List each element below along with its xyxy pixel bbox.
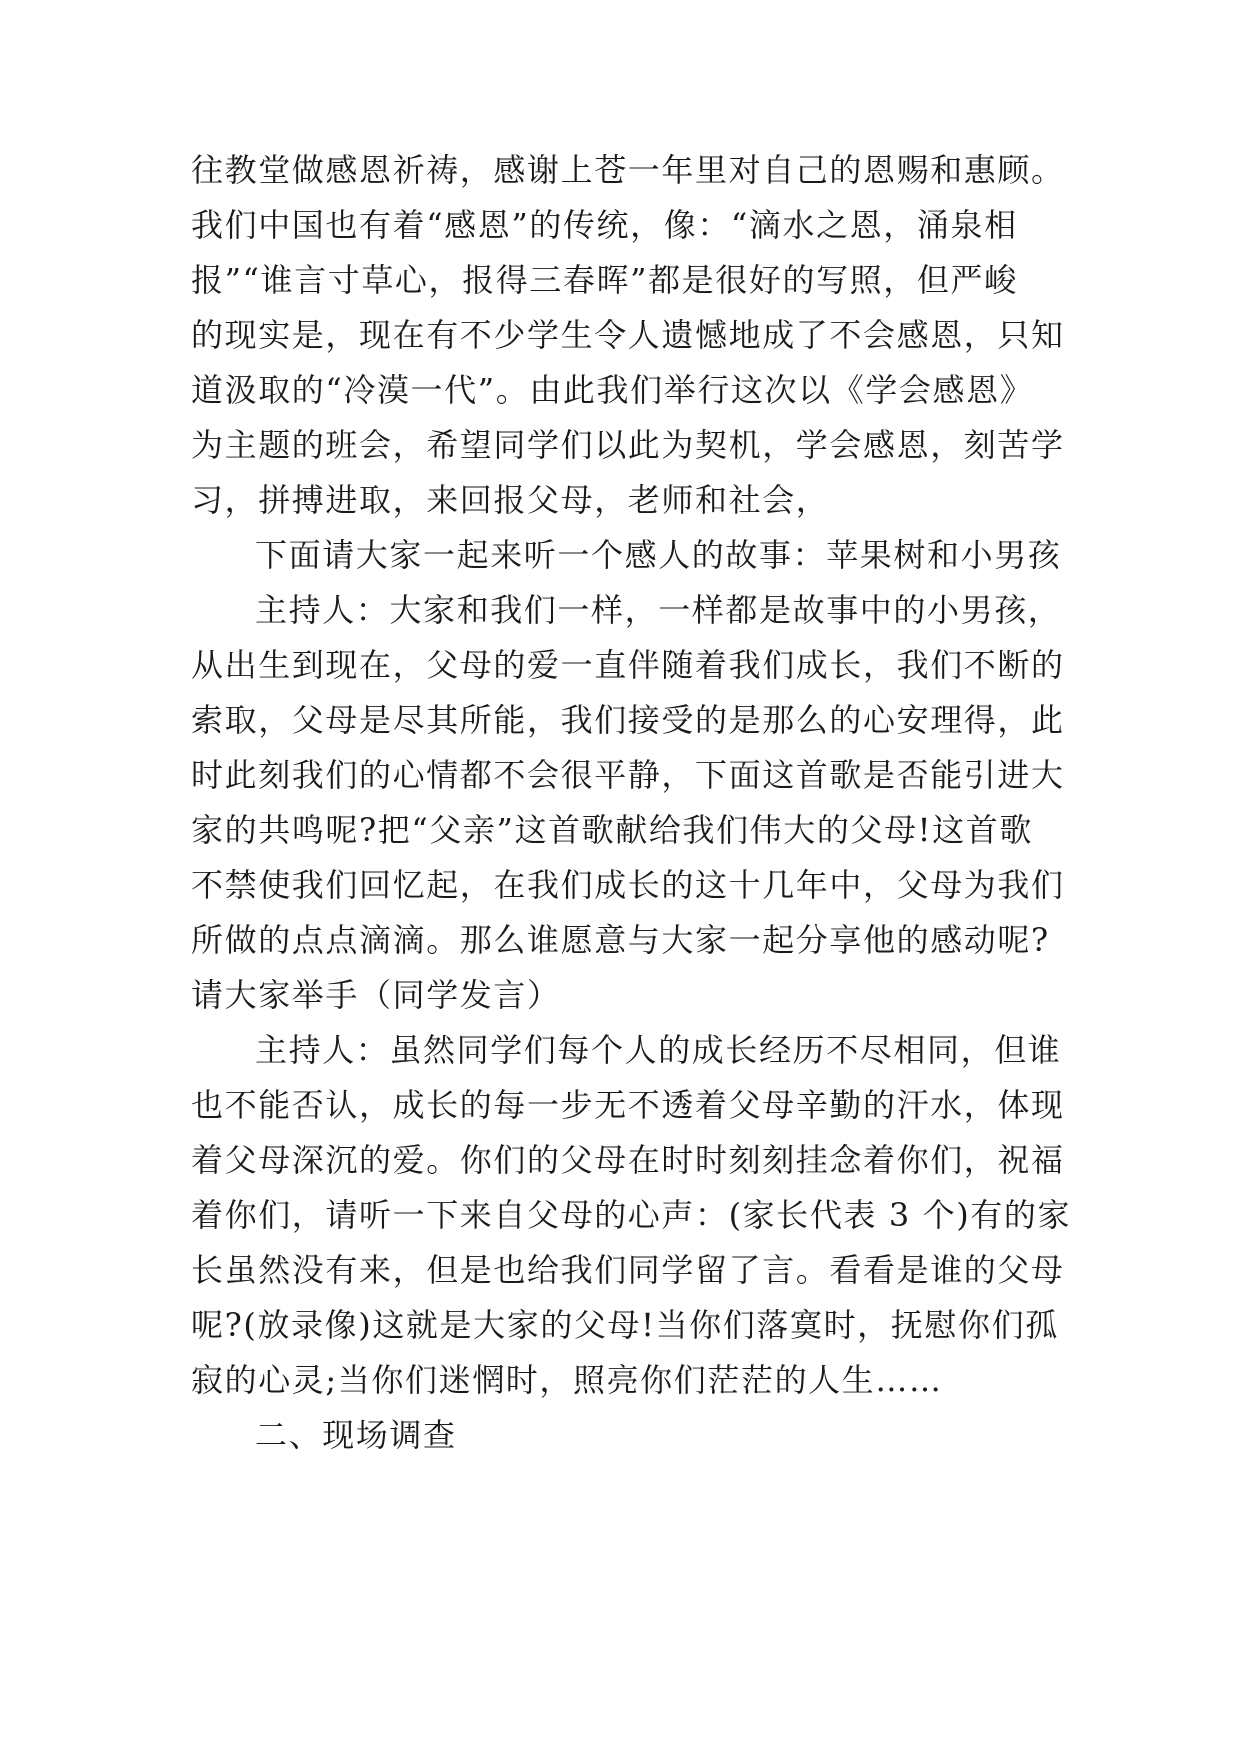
text-line: 往教堂做感恩祈祷，感谢上苍一年里对自己的恩赐和惠顾。 <box>191 151 1065 189</box>
paragraph-start-line: 主持人：虽然同学们每个人的成长经历不尽相同，但谁 <box>255 1031 1062 1069</box>
text-line: 家的共鸣呢?把“父亲”这首歌献给我们伟大的父母!这首歌 <box>191 811 1033 849</box>
text-line: 所做的点点滴滴。那么谁愿意与大家一起分享他的感动呢? <box>191 921 1050 959</box>
text-line: 的现实是，现在有不少学生令人遗憾地成了不会感恩，只知 <box>191 316 1065 354</box>
text-line: 索取，父母是尽其所能，我们接受的是那么的心安理得，此 <box>191 701 1065 739</box>
paragraph-start-line: 下面请大家一起来听一个感人的故事：苹果树和小男孩 <box>255 536 1062 574</box>
text-line: 从出生到现在，父母的爱一直伴随着我们成长，我们不断的 <box>191 646 1065 684</box>
paragraph-start-line: 主持人：大家和我们一样，一样都是故事中的小男孩， <box>255 591 1062 629</box>
text-line: 请大家举手（同学发言） <box>191 976 561 1014</box>
text-line: 着你们，请听一下来自父母的心声：(家长代表 3 个)有的家 <box>191 1196 1072 1234</box>
text-line: 为主题的班会，希望同学们以此为契机，学会感恩，刻苦学 <box>191 426 1065 464</box>
text-line: 我们中国也有着“感恩”的传统，像：“滴水之恩，涌泉相 <box>191 206 1018 244</box>
section-heading: 二、现场调查 <box>255 1416 457 1454</box>
text-line: 也不能否认，成长的每一步无不透着父母辛勤的汗水，体现 <box>191 1086 1065 1124</box>
text-line: 长虽然没有来，但是也给我们同学留了言。看看是谁的父母 <box>191 1251 1065 1289</box>
text-line: 不禁使我们回忆起，在我们成长的这十几年中，父母为我们 <box>191 866 1065 904</box>
text-line: 报”“谁言寸草心，报得三春晖”都是很好的写照，但严峻 <box>191 261 1018 299</box>
text-line: 道汲取的“冷漠一代”。由此我们举行这次以《学会感恩》 <box>191 371 1034 409</box>
text-line: 寂的心灵;当你们迷惘时，照亮你们茫茫的人生…… <box>191 1361 943 1399</box>
text-line: 着父母深沉的爱。你们的父母在时时刻刻挂念着你们，祝福 <box>191 1141 1065 1179</box>
text-line: 习，拼搏进取，来回报父母，老师和社会， <box>191 481 830 519</box>
text-line: 呢?(放录像)这就是大家的父母!当你们落寞时，抚慰你们孤 <box>191 1306 1059 1344</box>
text-line: 时此刻我们的心情都不会很平静，下面这首歌是否能引进大 <box>191 756 1065 794</box>
